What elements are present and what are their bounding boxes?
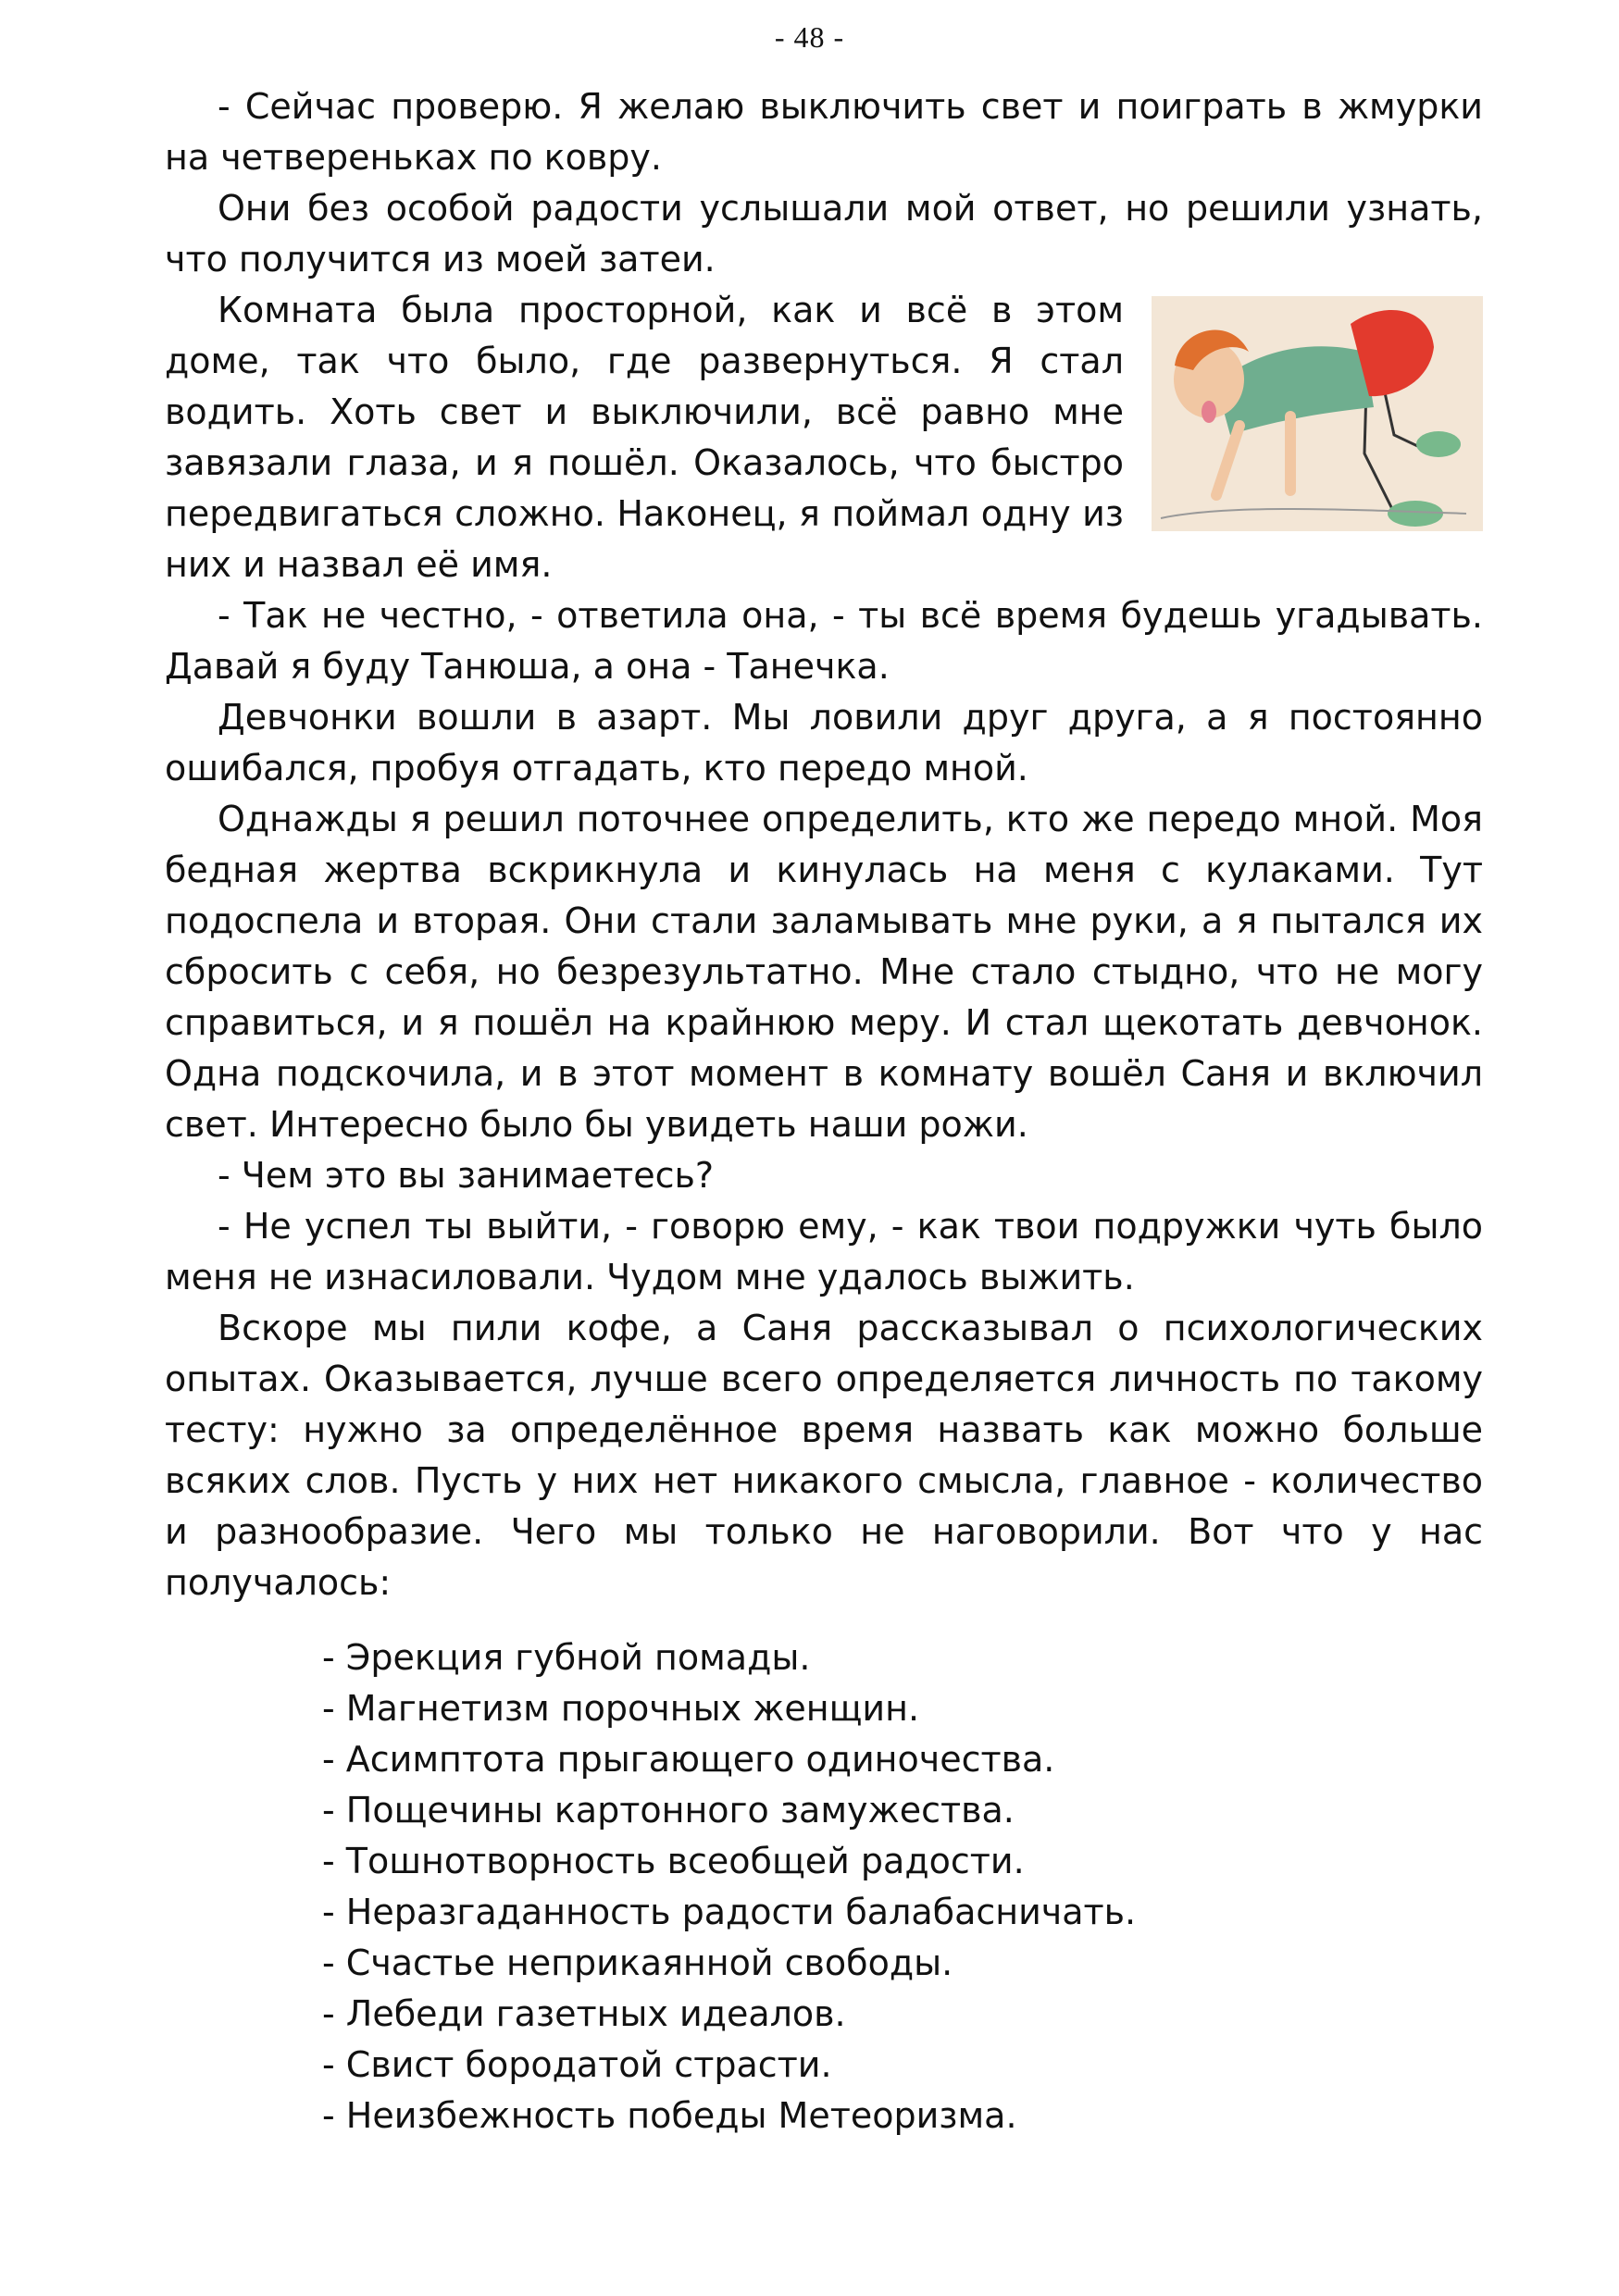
page-text (165, 81, 1483, 2141)
page-number: - 48 - (774, 20, 845, 54)
phrase-item: - Пощечины картонного замужества. (322, 1790, 1015, 1831)
paragraph: - Сейчас проверю. Я желаю выключить свет и поиграть в жмурки на четвереньках по ковру. (165, 86, 1483, 178)
paragraph: Девчонки вошли в азарт. Мы ловили друг друга, а я постоянно ошибался, пробуя отгадать, кто передо мной. (165, 697, 1483, 788)
paragraph: - Чем это вы занимаетесь? (218, 1155, 715, 1196)
paragraph: - Так не честно, - ответила она, - ты всё время будешь угадывать. Давай я буду Танюша, а она - Танечка. (165, 595, 1483, 687)
shoe (1416, 431, 1461, 457)
crawling-boy-illustration (1152, 296, 1483, 531)
phrase-item: - Тошнотворность всеобщей радости. (322, 1841, 1025, 1881)
phrase-item: - Счастье неприкаянной свободы. (322, 1942, 953, 1983)
phrase-item: - Магнетизм порочных женщин. (322, 1688, 920, 1729)
tongue (1202, 401, 1216, 423)
paragraph: Однажды я решил поточнее определить, кто же передо мной. Моя бедная жертва вскрикнула и кинулась на меня с кулаками. Тут подоспела и вторая. Они стали заламывать мне руки, а я пытался их сбросить с себя, но безрезультатно. Мне стало стыдно, что не могу справиться, и я пошёл на крайнюю меру. И стал щекотать девчонок. Одна подскочила, и в этот момент в комнату вошёл Саня и включил свет. Интересно было бы увидеть наши рожи. (165, 799, 1483, 1145)
phrase-list (322, 1632, 1483, 2141)
phrase-item: - Неизбежность победы Метеоризма. (322, 2095, 1017, 2136)
phrase-item: - Эрекция губной помады. (322, 1637, 811, 1678)
phrase-item: - Свист бородатой страсти. (322, 2044, 832, 2085)
paragraph: Комната была просторной, как и всё в этом доме, так что было, где развернуться. Я стал водить. Хоть свет и выключили, всё равно мне завязали глаза, и я пошёл. Оказалось, что быстро передвигаться сложно. Наконец, я поймал одну из них и назвал её имя. (165, 290, 1124, 585)
paragraph: Вскоре мы пили кофе, а Саня рассказывал о психологических опытах. Оказывается, лучше всего определяется личность по такому тесту: нужно за определённое время назвать как можно больше всяких слов. Пусть у них нет никакого смысла, главное - количество и разнообразие. Чего мы только не наговорили. Вот что у нас получалось: (165, 1308, 1483, 1603)
paragraph: Они без особой радости услышали мой ответ, но решили узнать, что получится из моей затеи. (165, 188, 1483, 279)
shoe (1388, 501, 1443, 527)
phrase-item: - Асимптота прыгающего одиночества. (322, 1739, 1055, 1780)
phrase-item: - Неразгаданность радости балабасничать. (322, 1892, 1137, 1932)
phrase-item: - Лебеди газетных идеалов. (322, 1993, 846, 2034)
paragraph: - Не успел ты выйти, - говорю ему, - как твои подружки чуть было меня не изнасиловали. Чудом мне удалось выжить. (165, 1206, 1483, 1297)
